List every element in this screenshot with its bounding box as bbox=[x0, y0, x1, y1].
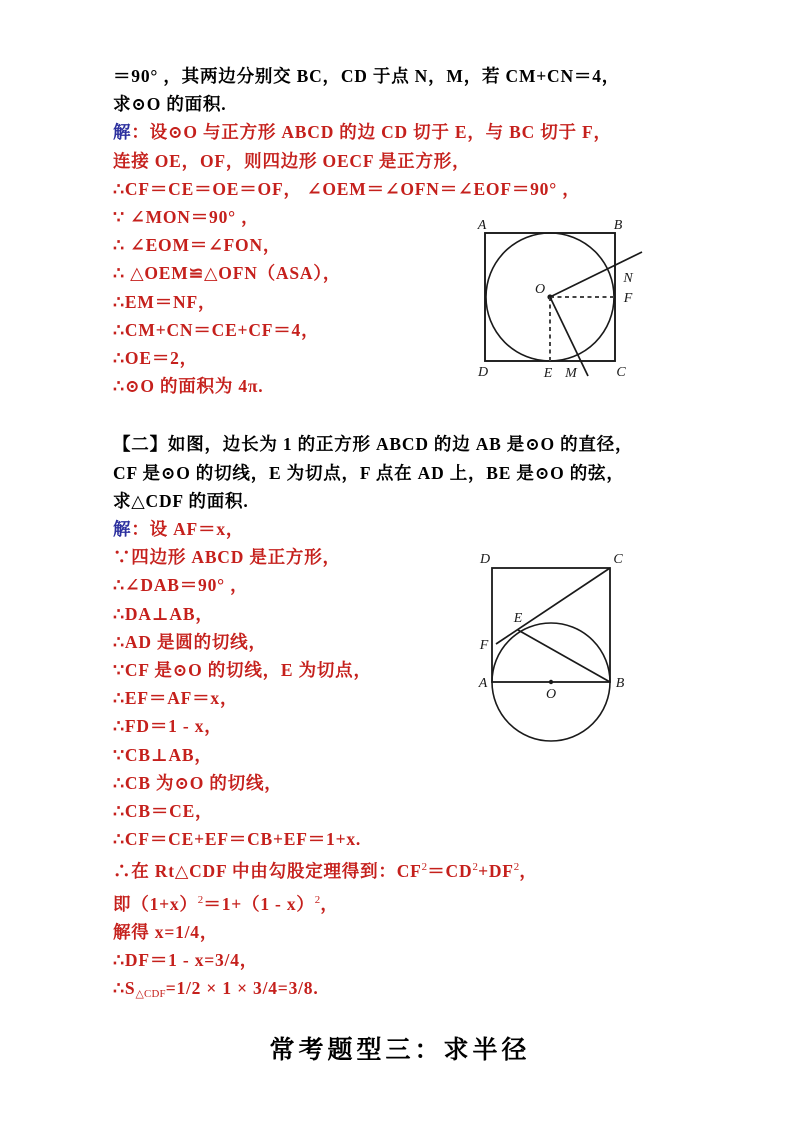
p2-solve-line: 解得 x=1/4， bbox=[113, 921, 219, 942]
chord-eb bbox=[518, 630, 610, 682]
label-c: C bbox=[616, 365, 626, 380]
p1-solution-label: 解 bbox=[113, 122, 132, 143]
p2-solution-line-4: ∴DA⊥AB， bbox=[113, 603, 214, 624]
label-b-2: B bbox=[615, 676, 625, 691]
ray-om bbox=[550, 297, 588, 376]
p2-statement-line-2: CF 是⊙O 的切线，E 为切点，F 点在 AD 上，BE 是⊙O 的弦， bbox=[113, 462, 625, 483]
p1-solution-line-2: 连接 OE，OF，则四边形 OECF 是正方形， bbox=[113, 150, 471, 171]
p2-solution-line-10: ∴CB 为⊙O 的切线， bbox=[113, 772, 283, 793]
label-e: E bbox=[543, 366, 553, 381]
p1-solution-line-9: ∴OE＝2， bbox=[113, 348, 198, 369]
tangent-line-cf bbox=[496, 568, 610, 644]
label-d: D bbox=[477, 365, 489, 380]
figure-2-canvas bbox=[470, 548, 655, 753]
label-f-2: F bbox=[479, 638, 489, 653]
p1-solution-line-10: ∴⊙O 的面积为 4π. bbox=[113, 376, 264, 397]
p2-df-line: ∴DF＝1 - x=3/4， bbox=[113, 949, 259, 970]
label-b: B bbox=[613, 220, 623, 233]
p1-solution-line-1: 解：设⊙O 与正方形 ABCD 的边 CD 切于 E，与 BC 切于 F， bbox=[113, 122, 612, 143]
p2-statement-line-1: 【二】如图，边长为 1 的正方形 ABCD 的边 AB 是⊙O 的直径， bbox=[113, 434, 634, 455]
label-n: N bbox=[623, 271, 633, 286]
p2-pythagoras-line: ∴在 Rt△CDF 中由勾股定理得到：$CF^2=CD^2+DF^2$， bbox=[113, 861, 538, 882]
p2-solution-line-9: ∵CB⊥AB， bbox=[113, 744, 213, 765]
figure-problem-2 bbox=[470, 548, 655, 753]
label-f: F bbox=[623, 291, 633, 306]
cd-exponent: 2 bbox=[472, 861, 479, 874]
label-o-2: O bbox=[545, 687, 557, 702]
p2-solution-line-3: ∴∠DAB＝90° ， bbox=[113, 575, 249, 596]
figure-1-canvas bbox=[470, 220, 655, 390]
rhs-exponent: 2 bbox=[314, 893, 321, 906]
p2-solution-line-12: ∴CF＝CE+EF＝CB+EF＝1+x. bbox=[113, 829, 362, 850]
p2-area-line: $\therefore S_{\triangle CDF}=1/2 \times 1 \times 3/4=3/8$. bbox=[113, 977, 319, 1000]
p2-solution-line-2: ∵四边形 ABCD 是正方形， bbox=[113, 547, 341, 568]
p1-solution-line-3: ∴CF＝CE＝OE＝OF， ∠OEM＝∠OFN＝∠EOF＝90° ， bbox=[113, 178, 581, 199]
label-a-2: A bbox=[478, 676, 488, 691]
p1-solution-line-6: ∴ △OEM≌△OFN（ASA）， bbox=[113, 263, 342, 284]
p1-solution-line-8: ∴CM+CN＝CE+CF＝4， bbox=[113, 319, 320, 340]
figure-problem-1 bbox=[470, 220, 655, 390]
p1-solution-colon: ： bbox=[131, 122, 150, 143]
label-d-2: D bbox=[479, 552, 491, 567]
section-spacer-1 bbox=[113, 400, 693, 430]
p2-solution-colon: ： bbox=[131, 519, 150, 540]
p2-solution-line-7: ∴EF＝AF＝x， bbox=[113, 688, 239, 709]
square-outline-2 bbox=[492, 568, 610, 682]
p2-solution-line-1: 解：设 AF＝x， bbox=[113, 519, 245, 540]
p1-statement-line-2: 求⊙O 的面积. bbox=[113, 94, 227, 115]
p2-statement-line-3: 求△CDF 的面积. bbox=[113, 490, 249, 511]
df-exponent: 2 bbox=[513, 861, 520, 874]
p1-solution-line-5: ∴ ∠EOM＝∠FON， bbox=[113, 235, 282, 256]
document-content bbox=[113, 62, 693, 1008]
label-e-2: E bbox=[513, 611, 523, 626]
area-subscript: △CDF bbox=[135, 987, 166, 1000]
p1-statement-line-1: ＝90° ，其两边分别交 BC，CD 于点 N，M，若 CM+CN＝4， bbox=[113, 66, 621, 86]
centre-point-o-2 bbox=[549, 680, 553, 684]
cf-exponent: 2 bbox=[421, 861, 428, 874]
p1-solution-line-7: ∴EM＝NF， bbox=[113, 291, 217, 312]
footer-section-heading: 常考题型三：求半径 bbox=[269, 1037, 531, 1064]
label-o: O bbox=[534, 282, 546, 297]
p1-solution-line-4: ∵ ∠MON＝90° ， bbox=[113, 207, 260, 228]
p2-solution-label: 解 bbox=[113, 519, 132, 540]
lhs-exponent: 2 bbox=[197, 893, 204, 906]
label-m: M bbox=[565, 366, 577, 381]
p2-solution-line-6: ∵CF 是⊙O 的切线，E 为切点， bbox=[113, 660, 372, 681]
p2-solution-line-8: ∴FD＝1 - x， bbox=[113, 716, 223, 737]
label-c-2: C bbox=[613, 552, 623, 567]
p2-solution-line-11: ∴CB＝CE， bbox=[113, 801, 214, 822]
p2-solution-line-5: ∴AD 是圆的切线， bbox=[113, 631, 267, 652]
label-a: A bbox=[477, 220, 487, 233]
p2-equation-line: 即$(1+x)^2=1+(1 - x)^2$， bbox=[113, 893, 339, 914]
